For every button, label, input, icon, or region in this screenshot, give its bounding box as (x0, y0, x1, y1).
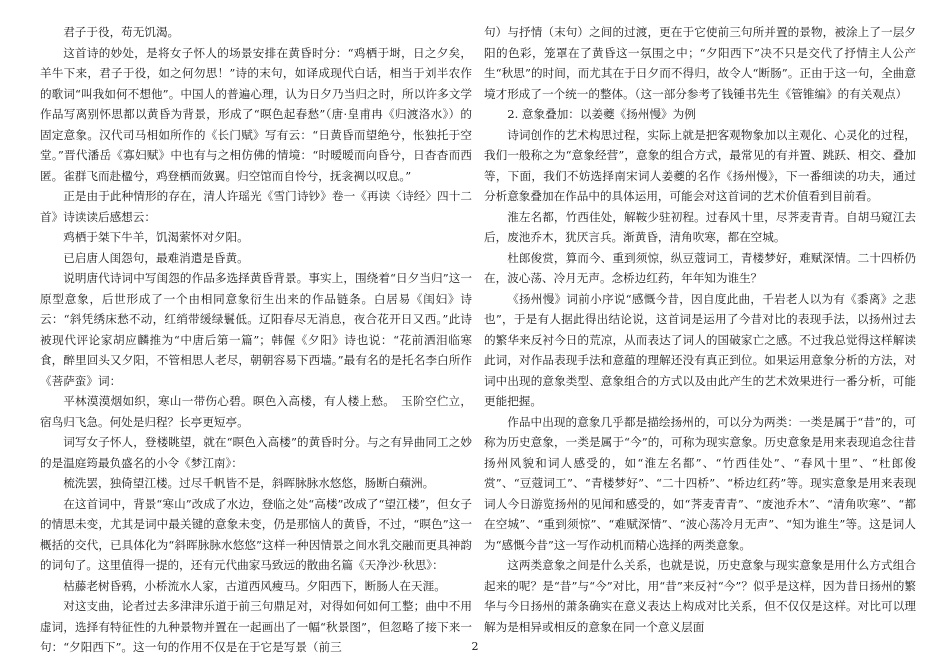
paragraph: 这首诗的妙处，是将女子怀人的场景安排在黄昏时分：“鸡栖于埘，日之夕矣，羊牛下来，君子于役，如之何勿思！”诗的末句，如译成现代白话，相当于刘半农作的歌词“叫我如何不想他”。中国人的普遍心理，认为日夕乃当归之时，所以许多文学作品写离别怀思都以黄昏为背景，形成了“暝色起春愁”（唐·皇甫冉《归渡洛水》）的固定意象。汉代司马相如所作的《长门赋》写有云：“日黄昏而望绝兮，怅独托于空堂。”晋代潘岳《寡妇赋》中也有与之相仿佛的情境：“时暧暧而向昏兮，日杳杳而西匿。雀群飞而赴楹兮，鸡登栖而敛翼。归空馆而自怜兮，抚衾裯以叹息。” (40, 45, 472, 183)
paragraph: 梳洗罢，独倚望江楼。过尽千帆皆不是，斜晖脉脉水悠悠，肠断白蘋洲。 (63, 476, 435, 490)
paragraph: 对这支曲，论者过去多津津乐道于前三句鼎足对，对得如何如何工整；曲中不用虚词，选择有特征性的九种景物并置在一起画出了一幅“秋景图”，但忽略了接下来一句：“夕阳西下”。这一句的作用不仅是在于它是写景（前三 (40, 599, 472, 654)
paragraph: 句）与抒情（末句）之间的过渡，更在于它使前三句所并置的景物，被涂上了一层夕阳的色彩，笼罩在了黄昏这一氛围之中；“夕阳西下”决不只是交代了抒情主人公产生“秋思”的时间，而尤其在于日夕而不得归，故令人“断肠”。正由于这一句，全曲意境才形成了一个统一的整体。（这一部分参考了钱锺书先生《管锥编》的有关观点） (484, 25, 916, 101)
paragraph: 平林漠漠烟如织，寒山一带伤心碧。暝色入高楼，有人楼上愁。 玉阶空伫立，宿鸟归飞急。何处是归程？长亭更短亭。 (40, 394, 472, 429)
paragraph: 说明唐代诗词中写闺怨的作品多选择黄昏背景。事实上，围绕着“日夕当归”这一原型意象，后世形成了一个由相同意象衍生出来的作品链条。白居易《闺妇》诗云：“斜凭绣床愁不动，红绡带缓绿鬟低。辽阳春尽无消息，夜合花开日又西。”此诗被现代评论家胡应麟推为“中唐后第一篇”；韩偓《夕阳》诗也说：“花前洒泪临寒食，醉里回头又夕阳，不管相思人老尽，朝朝容易下西墙。”最有名的是托名李白所作《菩萨蛮》词： (40, 271, 472, 388)
paragraph: 杜郎俊赏，算而今、重到须惊，纵豆蔻词工，青楼梦好，难赋深情。二十四桥仍在，波心荡、冷月无声。念桥边红药，年年知为谁生？ (484, 250, 916, 285)
right-text-column (484, 22, 916, 637)
left-text-column (40, 22, 472, 658)
paragraph: 在这首词中，背景“寒山”改成了水边，登临之处“高楼”改成了“望江楼”，但女子的情思未变，尤其是词中最关键的意象未变，仍是那恼人的黄昏，不过，“暝色”这一概括的交代，已具体化为“斜晖脉脉水悠悠”这样一种因情景之间水乳交融而更具神韵的词句了。这里值得一提的，还有元代曲家马致远的散曲名篇《天净沙·秋思》： (40, 496, 472, 572)
paragraph: 君子于役，苟无饥渴。 (63, 25, 180, 39)
paragraph: 2. 意象叠加：以姜夔《扬州慢》为例 (507, 107, 696, 121)
paragraph: 诗词创作的艺术构思过程，实际上就是把客观物象加以主观化、心灵化的过程，我们一般称之为“意象经营”，意象的组合方式，最常见的有并置、跳跃、相交、叠加等，下面，我们不妨选择南宋词人姜夔的名作《扬州慢》，下一番细读的功夫，通过分析意象叠加在作品中的具体运用，可能会对这首词的艺术价值看到目前看。 (484, 127, 916, 203)
paragraph: 这两类意象之间是什么关系，也就是说，历史意象与现实意象是用什么方式组合起来的呢？是“昔”与“今”对比，用“昔”来反衬“今”？似乎是这样，因为昔日扬州的繁华与今日扬州的萧条确实在意义表达上构成对比关系，但不仅仅是这样。对比可以理解为是相异或相反的意象在同一个意义层面 (484, 558, 916, 634)
page-number: 2 (471, 640, 479, 653)
paragraph: 鸡栖于桀下牛羊，饥渴萦怀对夕阳。 (63, 230, 249, 244)
paragraph: 词写女子怀人，登楼眺望，就在“暝色入高楼”的黄昏时分。与之有异曲同工之妙的是温庭筠最负盛名的小令《梦江南》： (40, 435, 472, 470)
paragraph: 《扬州慢》词前小序说“感慨今昔，因自度此曲，千岩老人以为有《黍离》之悲也”，于是有人据此得出结论说，这首词是运用了今昔对比的表现手法，以扬州过去的繁华来反衬今日的荒凉，从而表达了词人的国破家亡之感。不过我总觉得这样解读此词，对作品表现手法和意蕴的理解还没有真正到位。如果运用意象分析的方法，对词中出现的意象类型、意象组合的方式以及由此产生的艺术效果进行一番分析，可能更能把握。 (484, 291, 916, 408)
paragraph: 已启唐人闺怨句，最难消遣是昏黄。 (63, 250, 249, 265)
paragraph: 正是由于此种情形的存在，清人许瑶光《雪门诗钞》卷一《再读〈诗经〉四十二首》诗读读后感想云： (40, 189, 472, 224)
paragraph: 淮左名都，竹西佳处，解鞍少驻初程。过春风十里，尽荠麦青青。自胡马窥江去后，废池乔木，犹厌言兵。渐黄昏，清角吹寒，都在空城。 (484, 209, 916, 244)
paragraph: 枯藤老树昏鸦，小桥流水人家，古道西风瘦马。夕阳西下，断肠人在天涯。 (63, 578, 446, 593)
paragraph: 作品中出现的意象几乎都是描绘扬州的，可以分为两类：一类是属于“昔”的，可称为历史意象，一类是属于“今”的，可称为现实意象。历史意象是用来表现追念往昔扬州风貌和词人感受的，如“淮左名都”、“竹西佳处”、“春风十里”、“杜郎俊赏”、“豆蔻词工”、“青楼梦好”、“二十四桥”、“桥边红药”等。现实意象是用来表现词人今日游览扬州的见闻和感受的，如“荠麦青青”、“废池乔木”、“清角吹寒”、“都在空城”、“重到须惊”、“难赋深情”、“波心荡冷月无声”、“知为谁生”等。这是词人为“感慨今昔”这一写作动机而精心选择的两类意象。 (484, 414, 916, 552)
